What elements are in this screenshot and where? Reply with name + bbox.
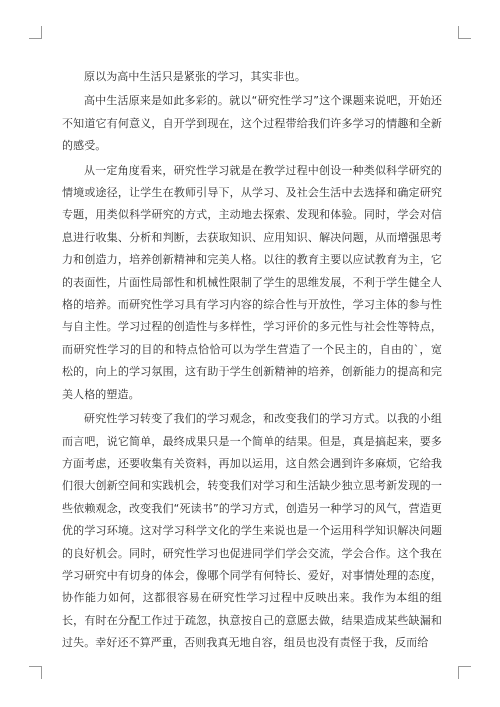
crop-mark-top-right [458, 26, 471, 39]
document-body [62, 66, 442, 657]
paragraph-2: 高中生活原来是如此多彩的。就以“研究性学习”这个课题来说吧，开始还不知道它有何意义，自开学到现在，这个过程带给我们许多学习的情趣和全新的感受。 [62, 94, 442, 153]
crop-mark-bottom-left [29, 666, 42, 679]
crop-mark-top-left [29, 26, 42, 39]
paragraph-1: 原以为高中生活只是紧张的学习，其实非也。 [84, 70, 306, 83]
paragraph-4: 研究性学习转变了我们的学习观念，和改变我们的学习方式。以我的小组而言吧，说它简单，最终成果只是一个简单的结果。但是，真是搞起来，要多方面考虑，还要收集有关资料，再加以运用，这自然会遇到许多麻烦，它给我们很大创新空间和实践机会，转变我们对学习和生活缺少独立思考新发现的一些依赖观念，改变我们“死读书”的学习方式，创造另一种学习的风气，营造更优的学习环境。这对学习科学文化的学生来说也是一个运用科学知识解决问题的良好机会。同时，研究性学习也促进同学们学会交流，学会合作。这个我在学习研究中有切身的体会，像哪个同学有何特长、爱好，对事情处理的态度，协作能力如何，这都很容易在研究性学习过程中反映出来。我作为本组的组长，有时在分配工作过于疏忽，执意按自己的意愿去做，结果造成某些缺漏和过失。幸好还不算严重，否则我真无地自容，组员也没有责怪于我，反而给 [62, 412, 442, 650]
paragraph-3: 从一定角度看来，研究性学习就是在教学过程中创设一种类似科学研究的情境或途径，让学生在教师引导下，从学习、及社会生活中去选择和确定研究专题，用类似科学研究的方式，主动地去探索、发现和体验。同时，学会对信息进行收集、分析和判断，去获取知识、应用知识、解决问题，从而增强思考力和创造力，培养创新精神和完美人格。以往的教育主要以应试教育为主，它的表面性，片面性局部性和机械性限制了学生的思维发展，不利于学生健全人格的培养。而研究性学习具有学习内容的综合性与开放性，学习主体的参与性与自主性。学习过程的创造性与多样性，学习评价的多元性与社会性等特点，而研究性学习的目的和特点恰恰可以为学生营造了一个民主的，自由的`，宽松的，向上的学习氛围，这有助于学生创新精神的培养，创新能力的提高和完美人格的塑造。 [62, 163, 442, 401]
crop-mark-bottom-right [458, 666, 471, 679]
